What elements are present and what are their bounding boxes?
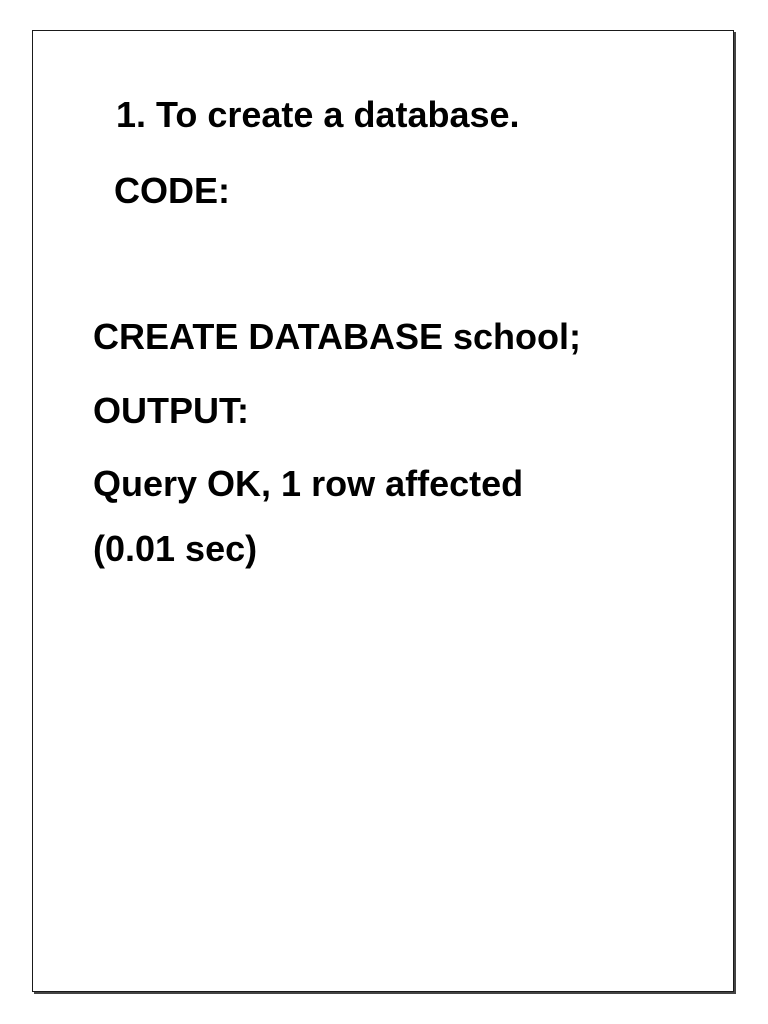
output-text-line: (0.01 sec): [93, 528, 258, 569]
code-label: CODE:: [114, 170, 230, 211]
output-label: OUTPUT:: [93, 390, 249, 431]
section-title: 1. To create a database.: [116, 94, 520, 135]
sql-code-line: CREATE DATABASE school;: [93, 316, 582, 357]
output-text-line: Query OK, 1 row affected: [93, 463, 524, 504]
